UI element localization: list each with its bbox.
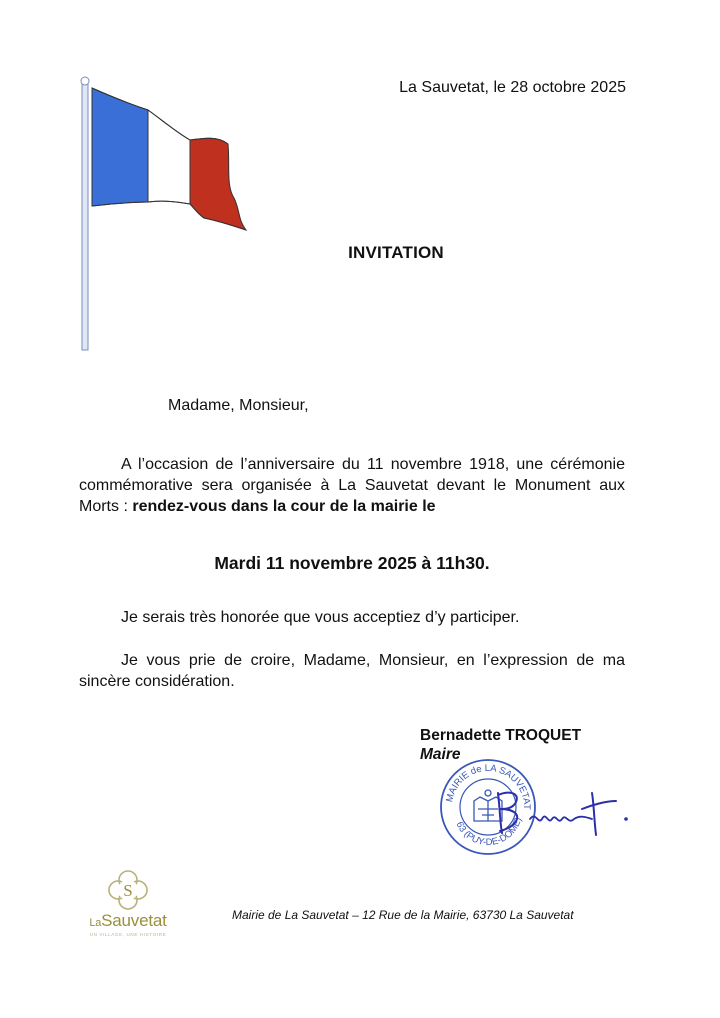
body-emphasis-text: rendez-vous dans la cour de la mairie le <box>132 498 436 515</box>
document-title: INVITATION <box>348 243 444 262</box>
flag-blue-band <box>92 88 148 206</box>
flag-white-band <box>148 110 190 204</box>
body-paragraph <box>79 454 625 517</box>
logo-tagline: UN VILLAGE, UNE HISTOIRE <box>89 932 167 937</box>
flag-pole-top <box>81 77 89 85</box>
event-date: Mardi 11 novembre 2025 à 11h30. <box>214 553 490 573</box>
logo-letter: S <box>123 881 133 900</box>
french-flag-illustration <box>78 74 253 354</box>
flag-red-band <box>190 138 246 230</box>
honor-line: Je serais très honorée que vous acceptiez d’y participer. <box>121 609 520 626</box>
handwritten-signature <box>470 775 640 845</box>
signatory-name: Bernadette TROQUET <box>420 727 582 744</box>
la-sauvetat-logo <box>82 868 174 942</box>
footer-address: Mairie de La Sauvetat – 12 Rue de la Mairie, 63730 La Sauvetat <box>232 908 574 922</box>
stamp-top-text: MAIRIE de LA SAUVETAT <box>444 762 533 810</box>
salutation: Madame, Monsieur, <box>168 397 309 414</box>
stamp-bottom-text: 63 (PUY-DE-DOME) <box>453 816 525 849</box>
logo-name: LaSauvetat <box>89 911 167 930</box>
body-intro-text: A l’occasion de l’anniversaire du 11 novembre 1918, une cérémonie commémorative sera organisée à La Sauvetat devant le Monument aux Morts : <box>79 456 625 515</box>
place-and-date: La Sauvetat, le 28 octobre 2025 <box>399 79 626 96</box>
closing-paragraph: Je vous prie de croire, Madame, Monsieur, en l’expression de ma sincère considération. <box>79 652 625 690</box>
quatrefoil-s-icon <box>106 868 150 912</box>
signatory-role: Maire <box>420 746 461 763</box>
flag-pole <box>82 80 88 350</box>
